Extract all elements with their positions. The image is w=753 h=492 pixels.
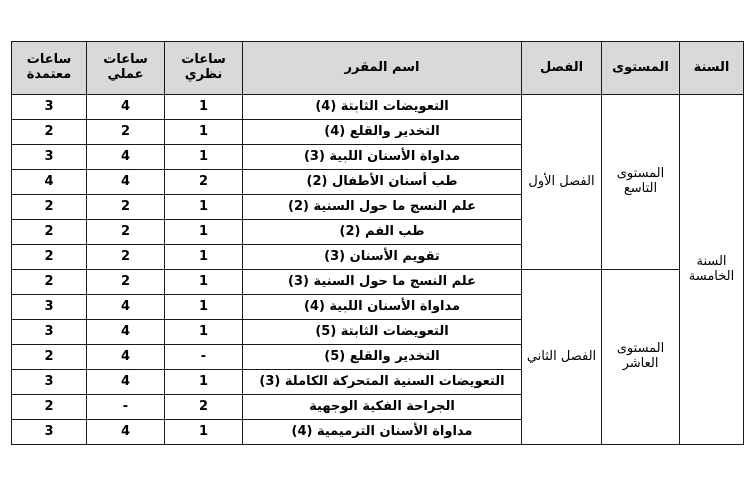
course-name-cell: علم النسج ما حول السنية (2)	[243, 195, 522, 220]
credit-hours-cell: 3	[12, 370, 87, 395]
course-name-cell: التخدير والقلع (4)	[243, 120, 522, 145]
course-name-cell: طب أسنان الأطفال (2)	[243, 170, 522, 195]
course-name-cell: مداواة الأسنان اللبية (4)	[243, 295, 522, 320]
table-row	[12, 95, 744, 120]
credit-hours-cell: 3	[12, 320, 87, 345]
lab-hours-cell: 2	[87, 270, 165, 295]
credit-hours-cell: 4	[12, 170, 87, 195]
lab-hours-cell: 4	[87, 295, 165, 320]
lab-hours-cell: 4	[87, 145, 165, 170]
header-semester: الفصل	[522, 42, 602, 95]
theory-hours-cell: 2	[165, 395, 243, 420]
header-year: السنة	[680, 42, 744, 95]
credit-hours-cell: 2	[12, 395, 87, 420]
course-name-cell: التعويضات الثابتة (5)	[243, 320, 522, 345]
level-cell: المستوى العاشر	[602, 270, 680, 445]
lab-hours-cell: -	[87, 395, 165, 420]
course-name-cell: علم النسج ما حول السنية (3)	[243, 270, 522, 295]
course-name-cell: الجراحة الفكية الوجهية	[243, 395, 522, 420]
lab-hours-cell: 4	[87, 345, 165, 370]
year-cell: السنة الخامسة	[680, 95, 744, 445]
theory-hours-cell: 1	[165, 320, 243, 345]
course-name-cell: التخدير والقلع (5)	[243, 345, 522, 370]
theory-hours-cell: 1	[165, 270, 243, 295]
table-header	[12, 42, 744, 95]
credit-hours-cell: 3	[12, 95, 87, 120]
credit-hours-cell: 2	[12, 270, 87, 295]
course-name-cell: مداواة الأسنان الترميمية (4)	[243, 420, 522, 445]
credit-hours-cell: 2	[12, 220, 87, 245]
credit-hours-cell: 3	[12, 145, 87, 170]
table-row	[12, 270, 744, 295]
course-name-cell: التعويضات الثابتة (4)	[243, 95, 522, 120]
semester-cell: الفصل الثاني	[522, 270, 602, 445]
theory-hours-cell: 1	[165, 95, 243, 120]
header-row	[12, 42, 744, 95]
lab-hours-cell: 4	[87, 95, 165, 120]
lab-hours-cell: 2	[87, 220, 165, 245]
lab-hours-cell: 4	[87, 420, 165, 445]
theory-hours-cell: 1	[165, 420, 243, 445]
header-credit-hours: ساعات معتمدة	[12, 42, 87, 95]
lab-hours-cell: 4	[87, 320, 165, 345]
theory-hours-cell: 1	[165, 120, 243, 145]
header-theory-hours: ساعات نظري	[165, 42, 243, 95]
theory-hours-cell: 1	[165, 295, 243, 320]
theory-hours-cell: -	[165, 345, 243, 370]
header-course-name: اسم المقرر	[243, 42, 522, 95]
course-name-cell: طب الفم (2)	[243, 220, 522, 245]
lab-hours-cell: 2	[87, 120, 165, 145]
credit-hours-cell: 2	[12, 245, 87, 270]
credit-hours-cell: 2	[12, 120, 87, 145]
lab-hours-cell: 4	[87, 370, 165, 395]
theory-hours-cell: 1	[165, 195, 243, 220]
semester-cell: الفصل الأول	[522, 95, 602, 270]
course-name-cell: تقويم الأسنان (3)	[243, 245, 522, 270]
credit-hours-cell: 3	[12, 295, 87, 320]
theory-hours-cell: 1	[165, 245, 243, 270]
theory-hours-cell: 1	[165, 220, 243, 245]
theory-hours-cell: 2	[165, 170, 243, 195]
header-level: المستوى	[602, 42, 680, 95]
header-lab-hours: ساعات عملي	[87, 42, 165, 95]
course-name-cell: التعويضات السنية المتحركة الكاملة (3)	[243, 370, 522, 395]
theory-hours-cell: 1	[165, 145, 243, 170]
credit-hours-cell: 2	[12, 345, 87, 370]
theory-hours-cell: 1	[165, 370, 243, 395]
credit-hours-cell: 2	[12, 195, 87, 220]
lab-hours-cell: 4	[87, 170, 165, 195]
level-cell: المستوى التاسع	[602, 95, 680, 270]
table-body	[12, 95, 744, 445]
curriculum-table	[11, 41, 744, 445]
course-name-cell: مداواة الأسنان اللبية (3)	[243, 145, 522, 170]
lab-hours-cell: 2	[87, 245, 165, 270]
lab-hours-cell: 2	[87, 195, 165, 220]
credit-hours-cell: 3	[12, 420, 87, 445]
